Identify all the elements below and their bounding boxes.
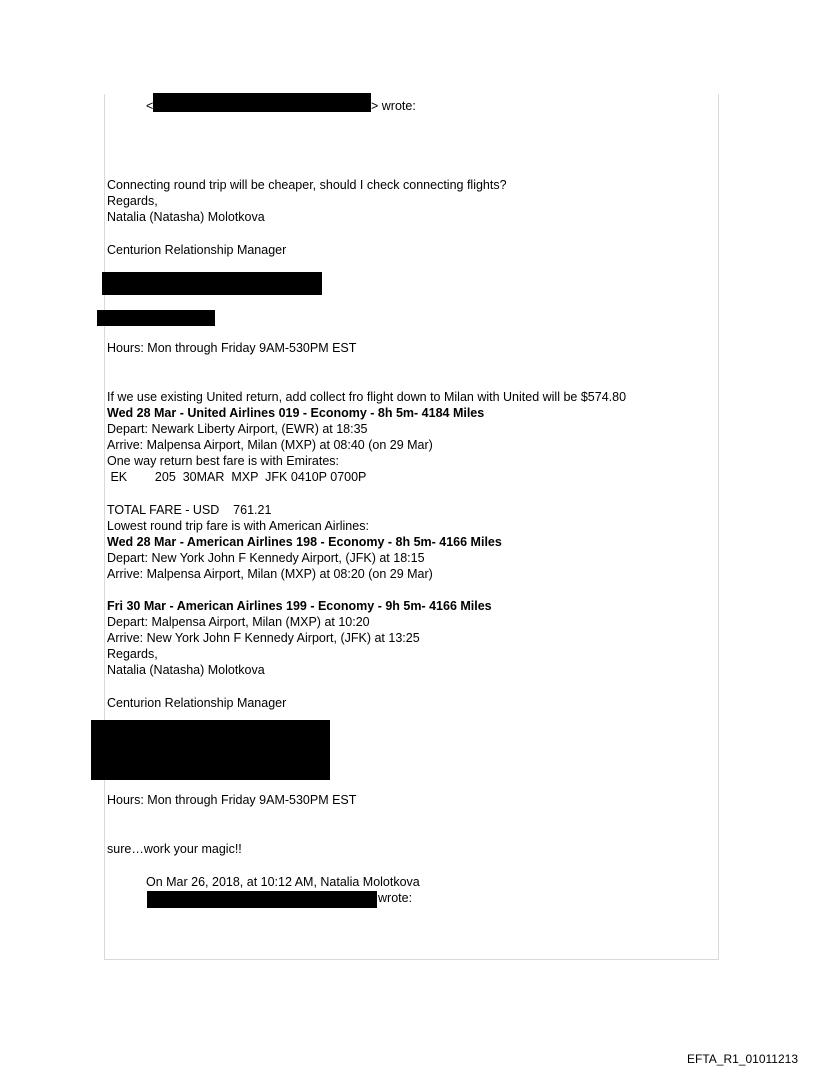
redacted-phone [97, 310, 215, 326]
question-text: Connecting round trip will be cheaper, should I check connecting flights? [107, 178, 507, 192]
aa-return-arrive: Arrive: New York John F Kennedy Airport, (JFK) at 13:25 [107, 631, 420, 645]
aa-return-depart: Depart: Malpensa Airport, Milan (MXP) at 10:20 [107, 615, 370, 629]
aa-outbound-depart: Depart: New York John F Kennedy Airport, (JFK) at 18:15 [107, 551, 425, 565]
roundtrip-intro: Lowest round trip fare is with American Airlines: [107, 519, 369, 533]
hours-text-2: Hours: Mon through Friday 9AM-530PM EST [107, 793, 357, 807]
redacted-contact [102, 272, 322, 295]
emirates-line: EK 205 30MAR MXP JFK 0410P 0700P [107, 470, 367, 484]
quote-wrote: > wrote: [371, 99, 416, 113]
oneway-intro: One way return best fare is with Emirates: [107, 454, 340, 468]
regards-text: Regards, [107, 194, 158, 208]
document-id: EFTA_R1_01011213 [687, 1052, 798, 1066]
regards-text-2: Regards, [107, 647, 158, 661]
united-intro: If we use existing United return, add collect fro flight down to Milan with United will be $574.80 [107, 390, 627, 404]
aa-return-heading: Fri 30 Mar - American Airlines 199 - Economy - 9h 5m- 4166 Miles [107, 599, 492, 613]
aa-outbound-heading: Wed 28 Mar - American Airlines 198 - Economy - 8h 5m- 4166 Miles [107, 535, 502, 549]
signature-name: Natalia (Natasha) Molotkova [107, 210, 265, 224]
quote-open-bracket: < [146, 99, 154, 113]
signature-title-2: Centurion Relationship Manager [107, 696, 287, 710]
hours-text: Hours: Mon through Friday 9AM-530PM EST [107, 341, 357, 355]
quote-wrote-2: wrote: [378, 891, 413, 905]
redacted-contact-block [91, 720, 330, 780]
aa-outbound-arrive: Arrive: Malpensa Airport, Milan (MXP) at 08:20 (on 29 Mar) [107, 567, 433, 581]
total-fare: TOTAL FARE - USD 761.21 [107, 503, 272, 517]
redacted-email-2 [147, 891, 377, 908]
united-flight-heading: Wed 28 Mar - United Airlines 019 - Economy - 8h 5m- 4184 Miles [107, 406, 485, 420]
reply-text: sure…work your magic!! [107, 842, 242, 856]
quote-on-line: On Mar 26, 2018, at 10:12 AM, Natalia Molotkova [146, 875, 420, 889]
united-depart: Depart: Newark Liberty Airport, (EWR) at 18:35 [107, 422, 368, 436]
signature-title: Centurion Relationship Manager [107, 243, 287, 257]
united-arrive: Arrive: Malpensa Airport, Milan (MXP) at 08:40 (on 29 Mar) [107, 438, 433, 452]
signature-name-2: Natalia (Natasha) Molotkova [107, 663, 265, 677]
redacted-email [153, 93, 371, 112]
